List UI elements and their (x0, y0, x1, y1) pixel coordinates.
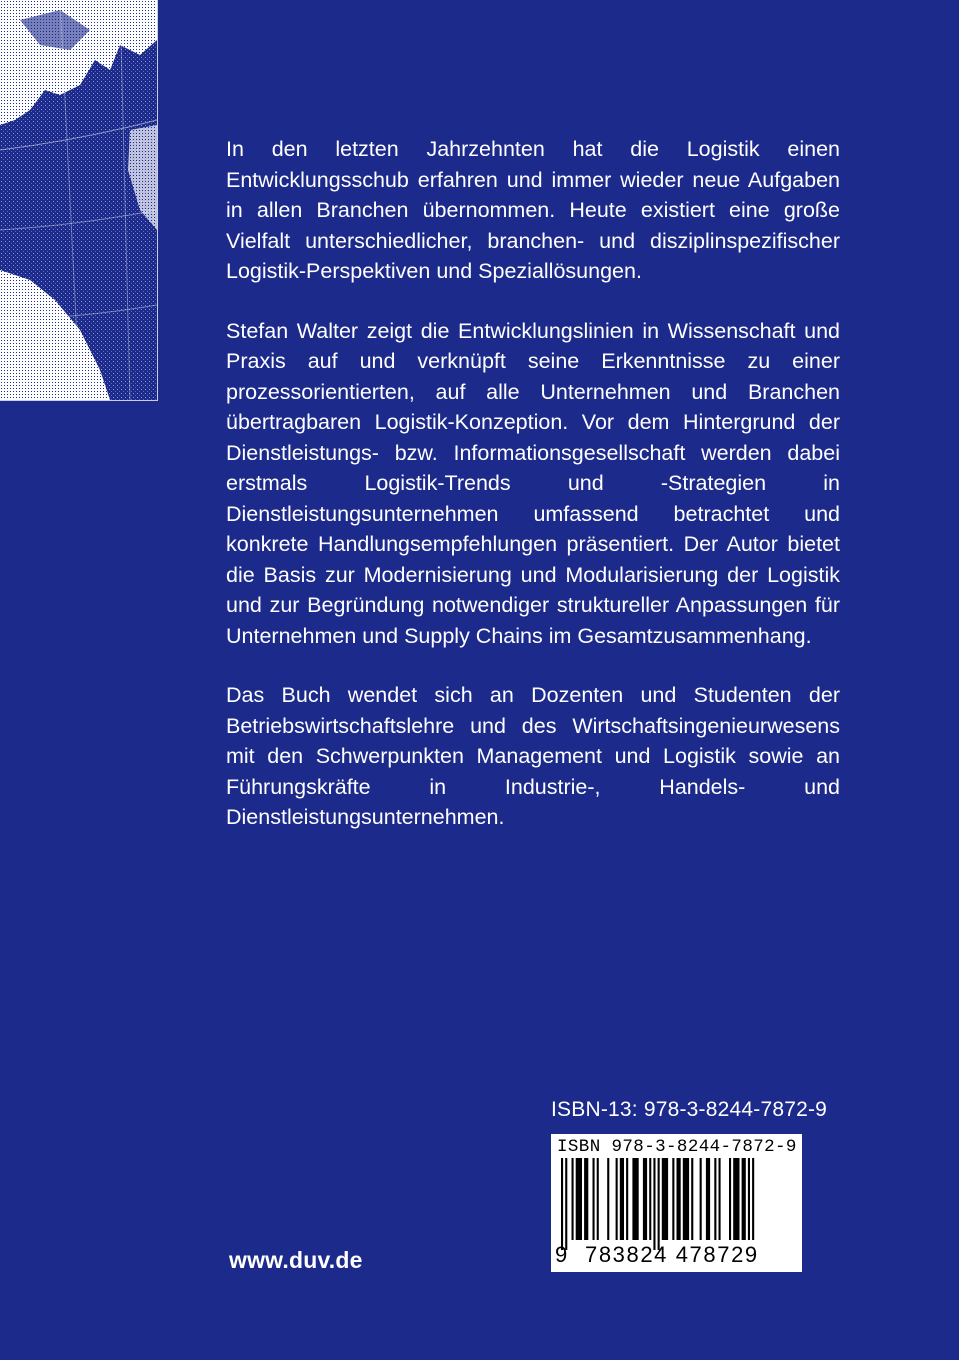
barcode-bar (632, 1158, 638, 1240)
world-map-image (0, 0, 158, 401)
publisher-website: www.duv.de (229, 1247, 363, 1273)
barcode-bar (616, 1158, 618, 1240)
barcode-bar (584, 1158, 588, 1240)
barcode-bar (683, 1158, 689, 1240)
barcode-bar (714, 1158, 716, 1240)
barcode-bar (677, 1158, 681, 1240)
blurb-paragraph-3: Das Buch wendet sich an Dozenten und Studenten der Betriebswirtschaftslehre und des Wirtschaftsingenieurwesens mit den Schwerpunkten Management und Logistik sowie an Führungskräfte in Industrie-, Handels- und Dienstleistungsunternehmen. (226, 683, 840, 829)
barcode-bar (643, 1158, 647, 1240)
barcode-bar (706, 1158, 710, 1240)
barcode-bar (653, 1158, 655, 1250)
barcode-bar (593, 1158, 595, 1240)
barcode-bar (719, 1158, 721, 1240)
barcode-bar (626, 1158, 628, 1240)
barcode-bar (620, 1158, 624, 1240)
barcode-bar (733, 1158, 739, 1240)
book-blurb (226, 134, 840, 862)
barcode-bar (565, 1158, 567, 1250)
barcode-digits: 783824 478729 (585, 1242, 759, 1267)
barcode-bar (700, 1158, 702, 1240)
isbn-barcode (551, 1134, 802, 1272)
barcode-bar (561, 1158, 563, 1250)
barcode-bar (649, 1158, 651, 1240)
barcode-bar (597, 1158, 599, 1240)
barcode-bar (662, 1158, 668, 1240)
barcode-bar (691, 1158, 693, 1240)
barcode-bar (672, 1158, 674, 1240)
barcode-lead-digit: 9 (555, 1242, 568, 1267)
barcode-bar (748, 1158, 750, 1240)
blurb-paragraph-2: Stefan Walter zeigt die Entwicklungslinien in Wissenschaft und Praxis auf und verknüpft seine Erkenntnisse zu einer prozessorientierten, auf alle Unternehmen und Branchen übertragbaren Logistik-Konzeption. Vor dem Hintergrund der Dienstleistungs- bzw. Informationsgesellschaft werden dabei erstmals Logistik-Trends und -Strategien in Dienstleistungsunternehmen umfassend betrachtet und konkrete Handlungsempfehlungen präsentiert. Der Autor bietet die Basis zur Modernisierung und Modularisierung der Logistik und zur Begründung notwendiger struktureller Anpassungen für Unternehmen und Supply Chains im Gesamtzusammenhang. (226, 318, 840, 648)
blurb-paragraph-1: In den letzten Jahrzehnten hat die Logistik einen Entwicklungsschub erfahren und immer wieder neue Aufgaben in allen Branchen übernommen. Heute existiert eine große Vielfalt unterschiedlicher, branchen- und disziplinspezifischer Logistik-Perspektiven und Speziallösungen. (226, 137, 840, 283)
barcode-bar (607, 1158, 609, 1240)
barcode-bar (576, 1158, 582, 1240)
barcode-bar (742, 1158, 746, 1240)
barcode-top-text: ISBN 978-3-8244-7872-9 (557, 1137, 797, 1157)
isbn-label: ISBN-13: 978-3-8244-7872-9 (551, 1098, 828, 1121)
barcode-bar (729, 1158, 731, 1240)
barcode-bar (572, 1158, 574, 1240)
barcode-bar (752, 1158, 754, 1240)
barcode-bar (658, 1158, 660, 1250)
